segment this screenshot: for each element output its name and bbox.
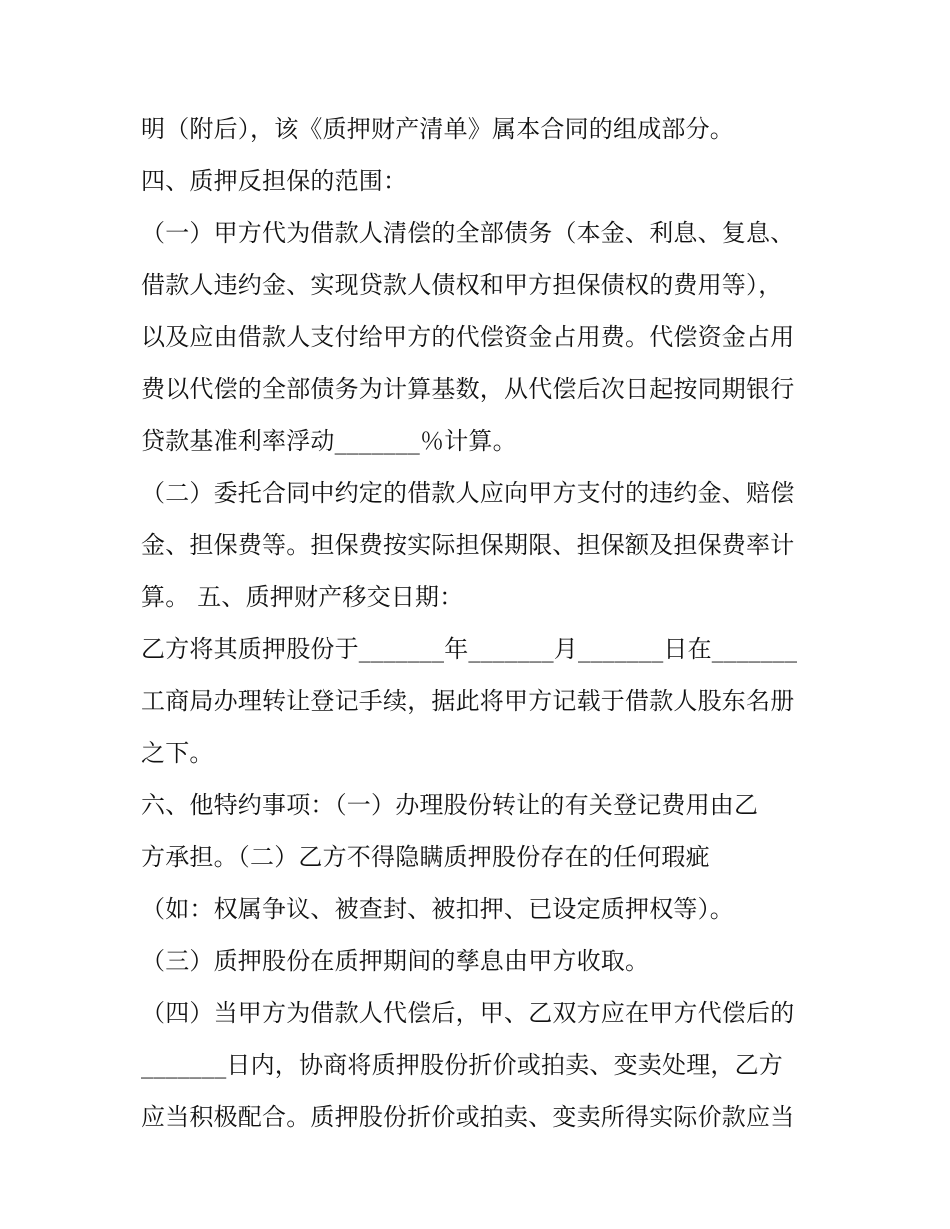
text-line: 明（附后），该《质押财产清单》属本合同的组成部分。 <box>141 115 734 143</box>
text-line: 乙方将其质押股份于_______年_______月_______日在_______ <box>141 635 798 663</box>
text-line: 金、担保费等。担保费按实际担保期限、担保额及担保费率计 <box>141 531 795 559</box>
text-line: _______日内，协商将质押股份折价或拍卖、变卖处理，乙方 <box>141 1051 783 1079</box>
text-line: （如：权属争议、被查封、被扣押、已设定质押权等）。 <box>141 895 734 923</box>
text-line: （四）当甲方为借款人代偿后，甲、乙双方应在甲方代偿后的 <box>141 999 795 1027</box>
text-line: （一）甲方代为借款人清偿的全部债务（本金、利息、复息、 <box>141 219 795 247</box>
text-line: 借款人违约金、实现贷款人债权和甲方担保债权的费用等）， <box>141 271 783 299</box>
text-line: 以及应由借款人支付给甲方的代偿资金占用费。代偿资金占用 <box>141 323 795 351</box>
text-line: （三）质押股份在质押期间的孳息由甲方收取。 <box>141 947 650 975</box>
section-heading: 四、质押反担保的范围： <box>141 167 408 195</box>
text-line: 方承担。（二）乙方不得隐瞒质押股份存在的任何瑕疵 <box>141 843 710 871</box>
text-line: 六、他特约事项：（一）办理股份转让的有关登记费用由乙 <box>141 791 759 819</box>
text-line: 应当积极配合。质押股份折价或拍卖、变卖所得实际价款应当 <box>141 1103 795 1131</box>
text-line: 之下。 <box>141 739 214 767</box>
text-line: 贷款基准利率浮动_______％计算。 <box>141 427 517 455</box>
text-line: （二）委托合同中约定的借款人应向甲方支付的违约金、赔偿 <box>141 479 795 507</box>
text-line: 费以代偿的全部债务为计算基数，从代偿后次日起按同期银行 <box>141 375 795 403</box>
text-line: 工商局办理转让登记手续，据此将甲方记载于借款人股东名册 <box>141 687 795 715</box>
text-line: 算。 五、质押财产移交日期： <box>141 583 464 611</box>
